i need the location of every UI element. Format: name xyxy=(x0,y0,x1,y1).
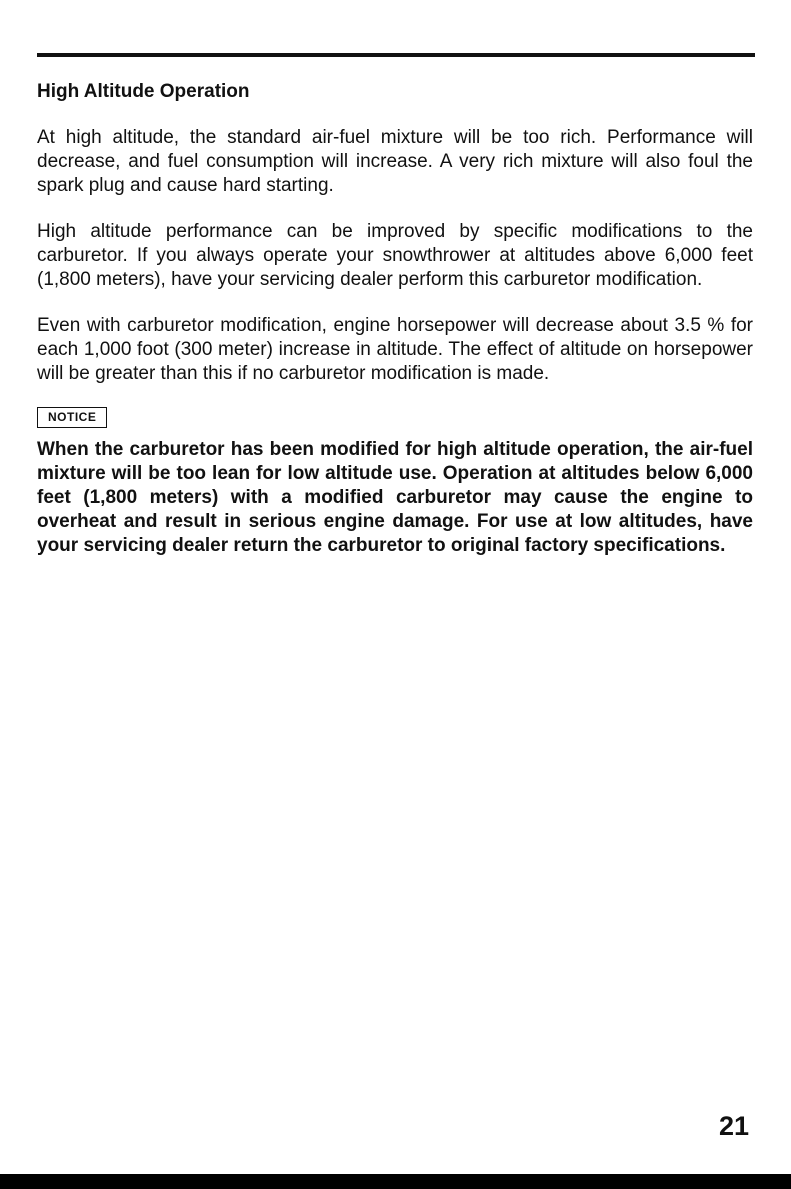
paragraph-horsepower-decrease: Even with carburetor modification, engine horsepower will decrease about 3.5 % for each 1,000 foot (300 meter) increase in altitude. The effect of altitude on horsepower will be greater than this if no carburetor modification is made. xyxy=(37,315,753,384)
notice-badge: NOTICE xyxy=(37,407,107,428)
notice-block xyxy=(37,408,753,558)
section-title: High Altitude Operation xyxy=(37,81,250,102)
paragraph-rich-mixture: At high altitude, the standard air-fuel mixture will be too rich. Performance will decrease, and fuel consumption will increase. A very rich mixture will also foul the spark plug and cause hard starting. xyxy=(37,127,753,196)
top-rule xyxy=(37,53,755,57)
paragraph-carburetor-modification: High altitude performance can be improved by specific modifications to the carburetor. If you always operate your snowthrower at altitudes above 6,000 feet (1,800 meters), have your servicing dealer perform this carburetor modification. xyxy=(37,221,753,290)
page-number: 21 xyxy=(718,1111,749,1141)
notice-text: When the carburetor has been modified for high altitude operation, the air-fuel mixture will be too lean for low altitude use. Operation at altitudes below 6,000 feet (1,800 meters) with a modified carburetor may cause the engine to overheat and result in serious engine damage. For use at low altitudes, have your servicing dealer return the carburetor to original factory specifications. xyxy=(37,439,753,556)
bottom-band xyxy=(0,1174,791,1189)
page-content xyxy=(37,80,753,558)
